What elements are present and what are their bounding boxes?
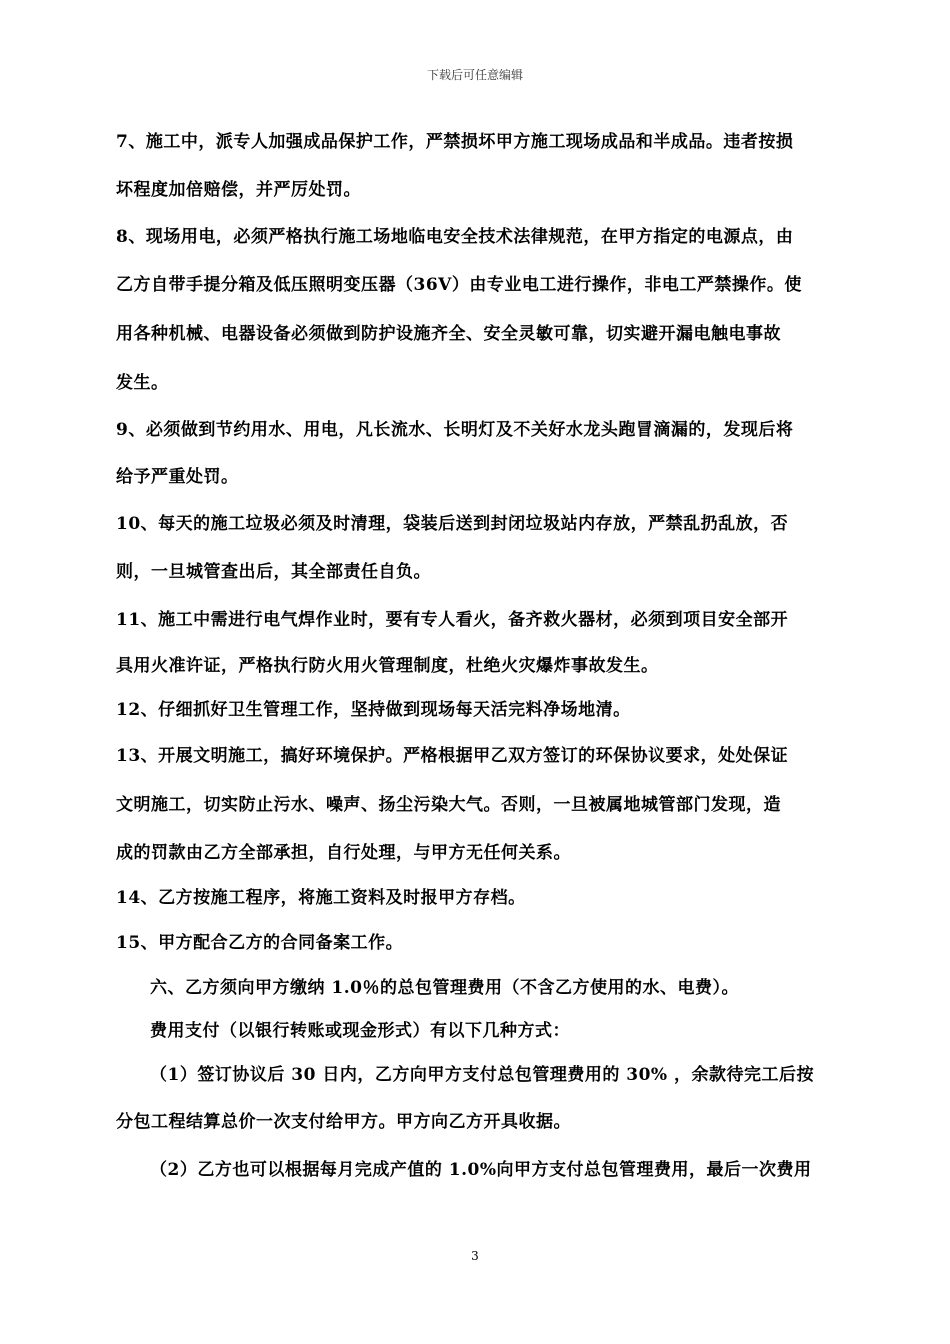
body-line: 12、仔细抓好卫生管理工作，坚持做到现场每天活完料净场地清。: [116, 700, 631, 720]
body-line: 9、必须做到节约用水、用电，凡长流水、长明灯及不关好水龙头跑冒滴漏的，发现后将: [116, 420, 794, 440]
page-number: 3: [471, 1249, 479, 1263]
body-line: 则，一旦城管查出后，其全部责任自负。: [116, 562, 431, 582]
body-line: 8、现场用电，必须严格执行施工场地临电安全技术法律规范，在甲方指定的电源点，由: [116, 227, 794, 247]
body-line: （1）签订协议后 30 日内，乙方向甲方支付总包管理费用的 30% ，余款待完工后按: [150, 1065, 814, 1085]
body-line: 费用支付（以银行转账或现金形式）有以下几种方式：: [150, 1021, 570, 1041]
body-line: 用各种机械、电器设备必须做到防护设施齐全、安全灵敏可靠，切实避开漏电触电事故: [116, 324, 781, 344]
body-line: 六、乙方须向甲方缴纳 1.0％的总包管理费用（不含乙方使用的水、电费）。: [150, 978, 739, 998]
body-line: （2）乙方也可以根据每月完成产值的 1.0%向甲方支付总包管理费用，最后一次费用: [150, 1160, 812, 1180]
body-line: 分包工程结算总价一次支付给甲方。甲方向乙方开具收据。: [116, 1112, 571, 1132]
body-line: 发生。: [116, 373, 169, 393]
body-line: 成的罚款由乙方全部承担，自行处理，与甲方无任何关系。: [116, 843, 571, 863]
body-line: 13、开展文明施工，搞好环境保护。严格根据甲乙双方签订的环保协议要求，处处保证: [116, 746, 789, 766]
body-line: 14、乙方按施工程序，将施工资料及时报甲方存档。: [116, 888, 526, 908]
page-header: 下载后可任意编辑: [426, 68, 523, 82]
body-line: 10、每天的施工垃圾必须及时清理，袋装后送到封闭垃圾站内存放，严禁乱扔乱放，否: [116, 514, 789, 534]
body-line: 11、施工中需进行电气焊作业时，要有专人看火，备齐救火器材，必须到项目安全部开: [116, 610, 789, 630]
body-line: 文明施工，切实防止污水、噪声、扬尘污染大气。否则，一旦被属地城管部门发现，造: [116, 795, 781, 815]
body-line: 15、甲方配合乙方的合同备案工作。: [116, 933, 404, 953]
body-line: 7、施工中，派专人加强成品保护工作，严禁损坏甲方施工现场成品和半成品。违者按损: [116, 132, 794, 152]
body-line: 具用火准许证，严格执行防火用火管理制度，杜绝火灾爆炸事故发生。: [116, 656, 659, 676]
body-line: 坏程度加倍赔偿，并严厉处罚。: [116, 180, 361, 200]
body-line: 乙方自带手提分箱及低压照明变压器（36V）由专业电工进行操作，非电工严禁操作。使: [116, 275, 802, 295]
body-line: 给予严重处罚。: [116, 467, 239, 487]
